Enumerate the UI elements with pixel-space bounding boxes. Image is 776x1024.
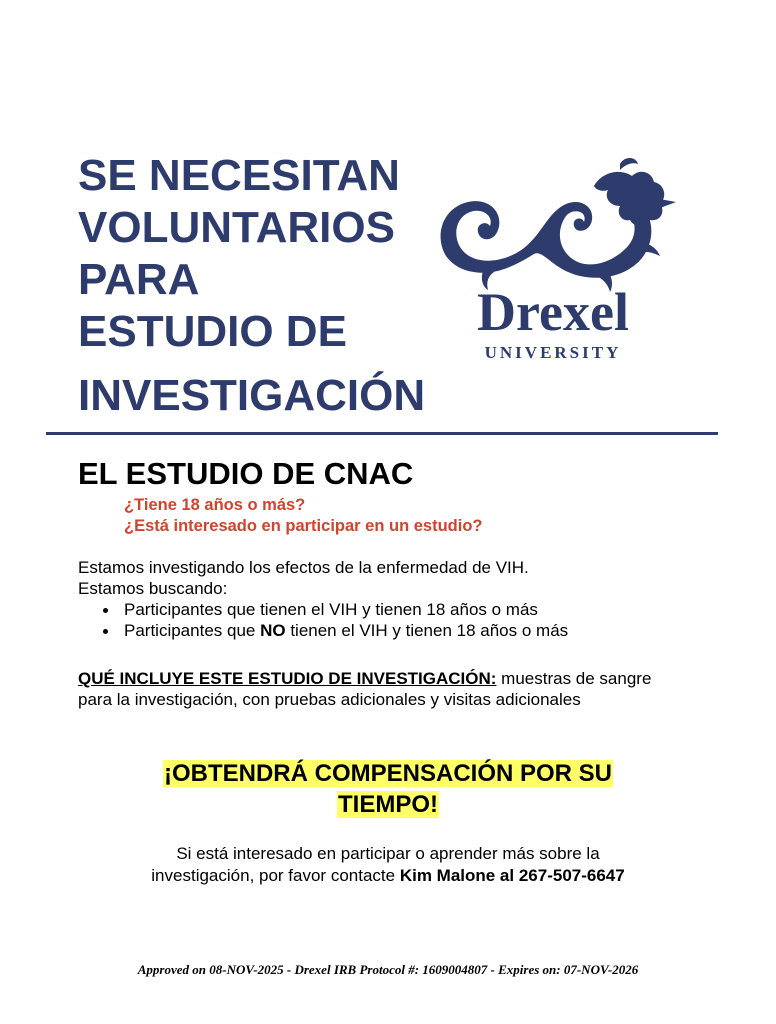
study-title: EL ESTUDIO DE CNAC [78,456,414,491]
intro-text: Estamos investigando los efectos de la enfermedad de VIH. [78,558,529,577]
divider [46,432,718,435]
includes-text: muestras de sangre para la investigación, con pruebas adicionales y visitas adicionales [78,669,652,709]
list-item [78,599,698,620]
compensation-line-1: ¡OBTENDRÁ COMPENSACIÓN POR SU [163,760,613,787]
headline-line-1: SE NECESITAN [78,151,400,200]
contact-name-phone: Kim Malone al 267-507-6647 [399,866,625,885]
contact-line-1: Si está interesado en participar o aprender más sobre la [176,844,600,863]
study-includes [78,668,690,710]
contact-line-2: investigación, por favor contacte [151,866,400,885]
irb-footer: Approved on 08-NOV-2025 - Drexel IRB Protocol #: 1609004807 - Expires on: 07-NOV-2026 [137,962,639,977]
question-interest: ¿Está interesado en participar en un estudio? [124,517,483,535]
headline-line-2: VOLUNTARIOS [78,203,395,252]
eligibility-questions [124,495,483,537]
headline-line-3: PARA [78,255,200,304]
compensation-line-2: TIEMPO! [338,791,438,818]
logo-subtitle: UNIVERSITY [484,343,622,362]
includes-label: QUÉ INCLUYE ESTE ESTUDIO DE INVESTIGACIÓN: [78,669,497,688]
headline-line-4: ESTUDIO DE [78,307,347,356]
drexel-dragon-icon [424,150,682,368]
drexel-logo [424,150,682,368]
list-item [78,620,698,641]
list-item-emphasis: NO [260,621,286,640]
list-item-text: Participantes que tienen el VIH y tienen 18 años o más [124,600,538,619]
compensation-banner [0,758,776,820]
logo-wordmark: Drexel [477,282,629,342]
page-headline [78,150,438,422]
list-item-text: Participantes que [124,621,261,640]
question-age: ¿Tiene 18 años o más? [124,496,306,514]
contact-info [0,843,776,887]
headline-line-5: INVESTIGACIÓN [78,371,426,420]
study-description [78,557,698,641]
looking-for-text: Estamos buscando: [78,579,228,598]
list-item-text-rest: tienen el VIH y tienen 18 años o más [285,621,569,640]
participant-list [78,599,698,641]
